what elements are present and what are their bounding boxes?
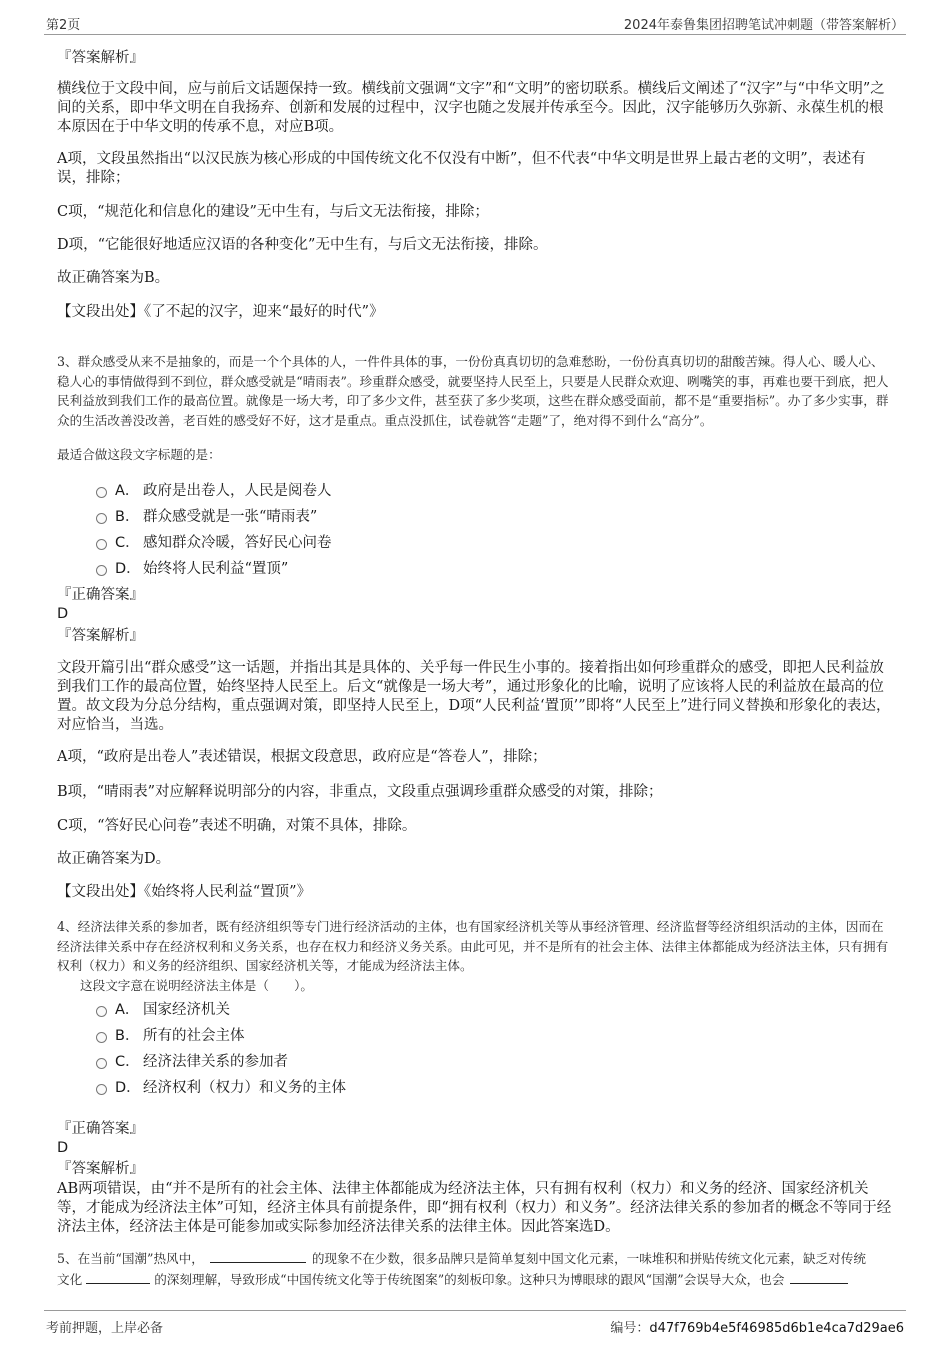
option-text: 始终将人民利益“置顶” [143, 561, 289, 577]
radio-icon[interactable] [96, 1006, 107, 1017]
option-text: 群众感受就是一张“晴雨表” [143, 509, 318, 525]
option-text: 经济法律关系的参加者 [143, 1054, 288, 1070]
q3-conclusion: 故正确答案为D。 [57, 851, 171, 867]
document-code [610, 1317, 904, 1336]
option-letter: D． [115, 1080, 141, 1096]
radio-icon[interactable] [96, 1032, 107, 1043]
q2-conclusion: 故正确答案为B。 [57, 270, 170, 286]
radio-icon[interactable] [96, 513, 107, 524]
q4-option-c[interactable] [96, 1052, 288, 1072]
option-letter: B． [115, 1028, 140, 1044]
option-letter: D． [115, 561, 141, 577]
q4-correct-answer: D [57, 1140, 69, 1156]
q3-option-d[interactable] [96, 559, 288, 579]
code-value: d47f769b4e5f46985d6b1e4ca7d29ae6 [649, 1321, 904, 1336]
radio-icon[interactable] [96, 1058, 107, 1069]
q5-stem [57, 1248, 893, 1289]
q3-option-c-explanation: C项，“答好民心问卷”表述不明确，对策不具体，排除。 [57, 818, 417, 834]
q3-prompt: 最适合做这段文字标题的是： [57, 447, 221, 462]
q3-analysis-text: 文段开篇引出“群众感受”这一话题，并指出其是具体的、关乎每一件民生小事的。接着指出如何珍重群众的感受，即把人民利益放到我们工作的最高位置，始终坚持人民至上。后文“就像是一场大考”，通过形象化的比喻，说明了应该将人民的利益放在最高的位置。故文段为分总分结构，重点强调对策，即坚持人民至上，D项“人民利益‘置顶’”即将“人民至上”进行同义替换和形象化的表达，对应恰当，当选。 [57, 660, 891, 733]
q4-analysis-text: AB两项错误，由“并不是所有的社会主体、法律主体都能成为经济法主体，只有拥有权利（权力）和义务的经济、国家经济机关等，才能成为经济法主体”可知，经济主体具有前提条件，即“拥有权利（权力）和义务”。经济法律关系的参加者的概念不等同于经济法主体，经济法主体是可能参加或实际参加经济法律关系的法律主体。因此答案选D。 [57, 1181, 892, 1235]
q5-stem-part2: 的现象不在少数，很多品牌只是简单复刻中国文化元素，一味堆积和拼贴传统文化元素，缺乏对传统 [311, 1251, 866, 1266]
q4-option-d[interactable] [96, 1078, 346, 1098]
q3-correct-label: 『正确答案』 [57, 587, 144, 603]
q3-option-c[interactable] [96, 533, 332, 553]
q3-correct-answer: D [57, 606, 69, 622]
option-letter: C． [115, 1054, 140, 1070]
q3-stem: 3、群众感受从来不是抽象的，而是一个个具体的人，一件件具体的事，一份份真真切切的急难愁盼，一份份真真切切的甜酸苦辣。得人心、暖人心、稳人心的事情做得到不到位，群众感受就是“晴雨表”。珍重群众感受，就要坚持人民至上，只要是人民群众欢迎、咧嘴笑的事，再难也要干到底，把人民利益放到我们工作的最高位置。就像是一场大考，印了多少文件，甚至获了多少奖项，这些在群众感受面前，都不是“重要指标”。办了多少实事，群众的生活改善没改善，老百姓的感受好不好，这才是重点。重点没抓住，试卷就答“走题”了，绝对得不到什么“高分”。 [57, 354, 889, 428]
q4-prompt: 这段文字意在说明经济法主体是（ ）。 [80, 978, 313, 993]
option-letter: A． [115, 1002, 140, 1018]
option-text: 政府是出卷人，人民是阅卷人 [143, 483, 332, 499]
q5-blank-3 [790, 1269, 848, 1284]
document-title: 2024年泰鲁集团招聘笔试冲刺题（带答案解析） [623, 18, 904, 33]
q2-analysis-text: 横线位于文段中间，应与前后文话题保持一致。横线前文强调“文字”和“文明”的密切联系。横线后文阐述了“汉字”与“中华文明”之间的关系，即中华文明在自我扬弃、创新和发展的过程中，汉字也随之发展并传承至今。因此，汉字能够历久弥新、永葆生机的根本原因在于中华文明的传承不息，对应B项。 [57, 81, 885, 135]
q3-option-b[interactable] [96, 507, 317, 527]
q5-blank-1 [210, 1248, 306, 1263]
q5-stem-part1: 5、在当前“国潮”热风中， [57, 1251, 204, 1266]
q2-option-a-explanation: A项，文段虽然指出“以汉民族为核心形成的中国传统文化不仅没有中断”，但不代表“中华文明是世界上最古老的文明”，表述有误，排除； [57, 151, 866, 186]
option-letter: C． [115, 535, 140, 551]
q4-option-b[interactable] [96, 1026, 245, 1046]
q5-stem-part3: 文化 [57, 1271, 83, 1287]
q2-source: 【文段出处】《了不起的汉字，迎来“最好的时代”》 [57, 304, 384, 320]
q2-option-d-explanation: D项，“它能很好地适应汉语的各种变化”无中生有，与后文无法衔接，排除。 [57, 237, 548, 253]
option-letter: B． [115, 509, 140, 525]
q4-analysis-label: 『答案解析』 [57, 1161, 144, 1177]
option-text: 国家经济机关 [143, 1002, 230, 1018]
q3-option-a-explanation: A项，“政府是出卷人”表述错误，根据文段意思，政府应是“答卷人”，排除； [57, 749, 547, 765]
page-footer [44, 1310, 906, 1337]
code-label: 编号： [610, 1321, 650, 1336]
footer-slogan: 考前押题，上岸必备 [46, 1321, 164, 1336]
q5-blank-2 [86, 1269, 150, 1284]
q3-option-b-explanation: B项，“晴雨表”对应解释说明部分的内容，非重点，文段重点强调珍重群众感受的对策，排除； [57, 784, 663, 800]
option-letter: A． [115, 483, 140, 499]
option-text: 所有的社会主体 [143, 1028, 245, 1044]
radio-icon[interactable] [96, 1084, 107, 1095]
radio-icon[interactable] [96, 539, 107, 550]
page-header [44, 12, 906, 35]
option-text: 经济权利（权力）和义务的主体 [143, 1080, 346, 1096]
q5-stem-part4: 的深刻理解，导致形成“中国传统文化等于传统图案”的刻板印象。这种只为博眼球的跟风“国潮”会误导大众，也会 [154, 1271, 785, 1287]
page-number: 第2页 [46, 18, 81, 33]
option-text: 感知群众冷暖，答好民心问卷 [143, 535, 332, 551]
q3-option-a[interactable] [96, 481, 332, 501]
q4-option-a[interactable] [96, 1000, 230, 1020]
q3-source: 【文段出处】《始终将人民利益“置顶”》 [57, 884, 312, 900]
q2-option-c-explanation: C项，“规范化和信息化的建设”无中生有，与后文无法衔接，排除； [57, 204, 489, 220]
radio-icon[interactable] [96, 487, 107, 498]
radio-icon[interactable] [96, 565, 107, 576]
q4-correct-label: 『正确答案』 [57, 1121, 144, 1137]
q3-analysis-label: 『答案解析』 [57, 628, 144, 644]
q2-analysis-label: 『答案解析』 [57, 50, 144, 66]
q4-stem: 4、经济法律关系的参加者，既有经济组织等专门进行经济活动的主体，也有国家经济机关等从事经济管理、经济监督等经济组织活动的主体，因而在经济法律关系中存在经济权利和义务关系，也存在权力和经济义务关系。由此可见，并不是所有的社会主体、法律主体都能成为经济法主体，只有拥有权利（权力）和义务的经济组织、国家经济机关等，才能成为经济法主体。 [57, 919, 889, 973]
